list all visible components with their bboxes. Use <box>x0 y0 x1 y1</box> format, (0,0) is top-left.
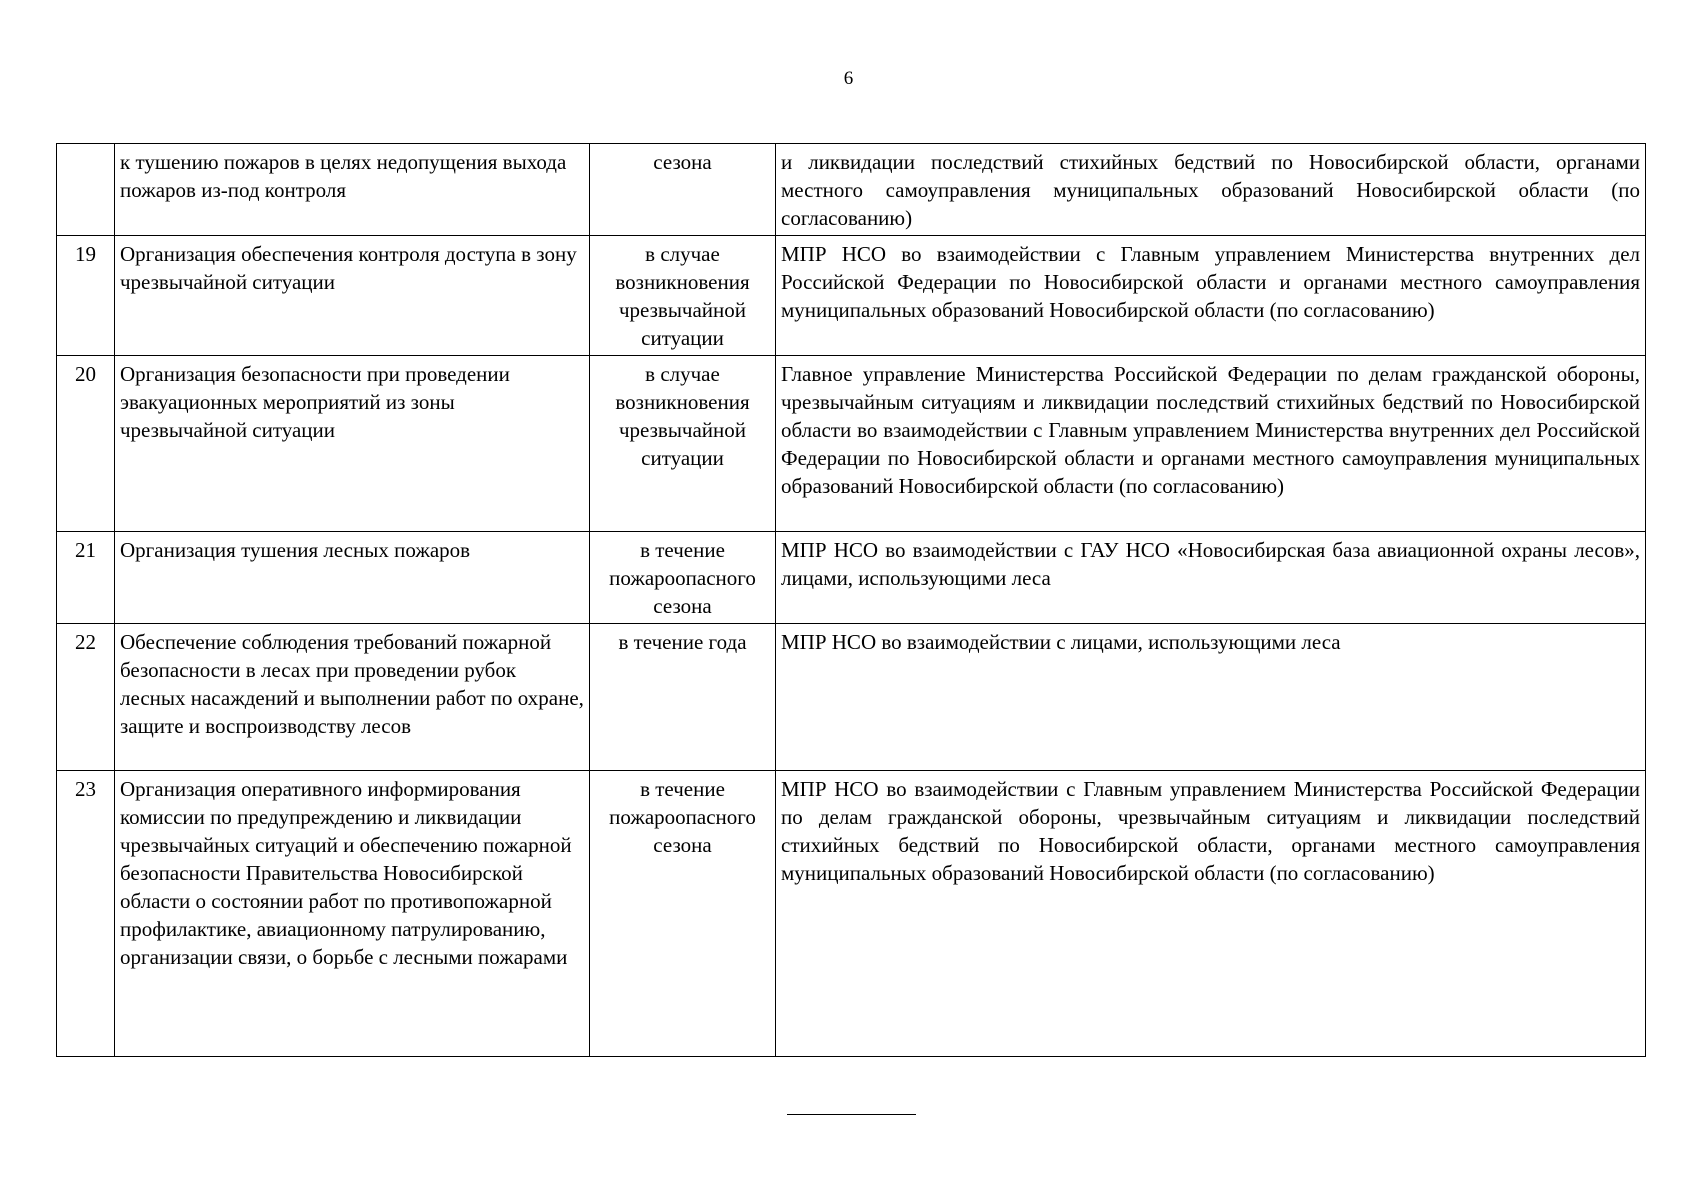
responsible-cell: и ликвидации последствий стихийных бедствий по Новосибирской области, органами местного самоуправления муниципальных образований Новосибирской области (по согласованию) <box>776 144 1646 236</box>
activity-cell: Организация обеспечения контроля доступа в зону чрезвычайной ситуации <box>115 236 590 356</box>
term-cell: в течение года <box>590 624 776 771</box>
term-cell: в случае возникновения чрезвычайной ситуации <box>590 236 776 356</box>
row-number: 19 <box>57 236 115 356</box>
table-row <box>57 356 1646 532</box>
responsible-cell: МПР НСО во взаимодействии с лицами, использующими леса <box>776 624 1646 771</box>
activity-cell: Организация оперативного информирования комиссии по предупреждению и ликвидации чрезвычайных ситуаций и обеспечению пожарной безопасности Правительства Новосибирской области о состоянии работ по противопожарной профилактике, авиационному патрулированию, организации связи, о борьбе с лесными пожарами <box>115 771 590 1057</box>
row-number: 20 <box>57 356 115 532</box>
table-row <box>57 144 1646 236</box>
measures-table <box>56 143 1646 1057</box>
row-number: 21 <box>57 532 115 624</box>
term-cell: в случае возникновения чрезвычайной ситуации <box>590 356 776 532</box>
table-row <box>57 771 1646 1057</box>
row-number: 23 <box>57 771 115 1057</box>
activity-cell: к тушению пожаров в целях недопущения выхода пожаров из-под контроля <box>115 144 590 236</box>
term-cell: сезона <box>590 144 776 236</box>
page-number: 6 <box>843 68 854 89</box>
row-number <box>57 144 115 236</box>
table-row <box>57 532 1646 624</box>
term-cell: в течение пожароопасного сезона <box>590 532 776 624</box>
activity-cell: Обеспечение соблюдения требований пожарной безопасности в лесах при проведении рубок лесных насаждений и выполнении работ по охране, защите и воспроизводству лесов <box>115 624 590 771</box>
table-row <box>57 236 1646 356</box>
row-number: 22 <box>57 624 115 771</box>
activity-cell: Организация безопасности при проведении эвакуационных мероприятий из зоны чрезвычайной ситуации <box>115 356 590 532</box>
responsible-cell: МПР НСО во взаимодействии с ГАУ НСО «Новосибирская база авиационной охраны лесов», лицами, использующими леса <box>776 532 1646 624</box>
responsible-cell: МПР НСО во взаимодействии с Главным управлением Министерства Российской Федерации по делам гражданской обороны, чрезвычайным ситуациям и ликвидации последствий стихийных бедствий по Новосибирской области, органами местного самоуправления муниципальных образований Новосибирской области (по согласованию) <box>776 771 1646 1057</box>
responsible-cell: МПР НСО во взаимодействии с Главным управлением Министерства внутренних дел Российской Федерации по Новосибирской области и органами местного самоуправления муниципальных образований Новосибирской области (по согласованию) <box>776 236 1646 356</box>
activity-cell: Организация тушения лесных пожаров <box>115 532 590 624</box>
end-of-document-rule <box>787 1114 916 1115</box>
table-row <box>57 624 1646 771</box>
term-cell: в течение пожароопасного сезона <box>590 771 776 1057</box>
responsible-cell: Главное управление Министерства Российской Федерации по делам гражданской обороны, чрезвычайным ситуациям и ликвидации последствий стихийных бедствий по Новосибирской области во взаимодействии с Главным управлением Министерства внутренних дел Российской Федерации по Новосибирской области и органами местного самоуправления муниципальных образований Новосибирской области (по согласованию) <box>776 356 1646 532</box>
